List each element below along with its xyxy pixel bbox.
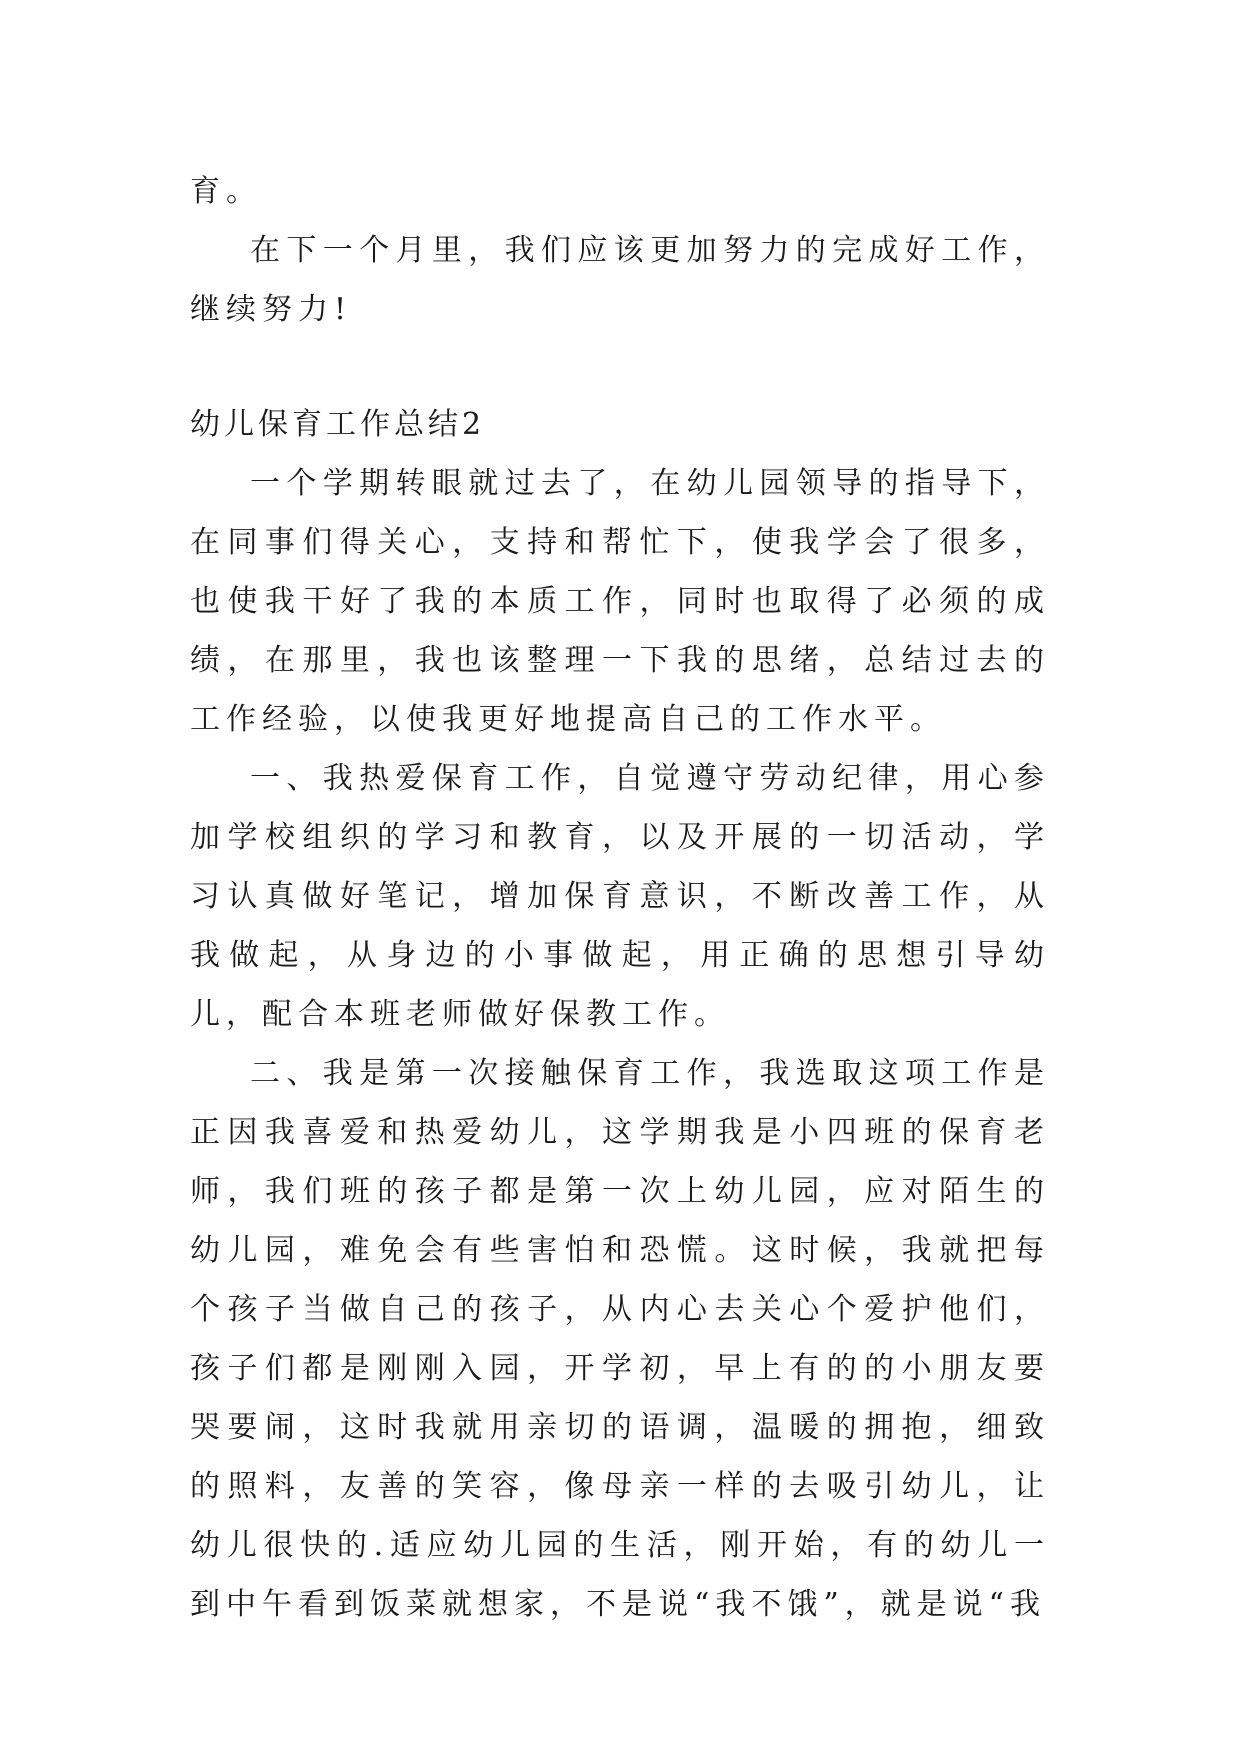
- paragraph-point-one: 一、我热爱保育工作，自觉遵守劳动纪律，用心参加学校组织的学习和教育，以及开展的一切活动，学习认真做好笔记，增加保育意识，不断改善工作，从我做起，从身边的小事做起，用正确的思想引导幼儿，配合本班老师做好保教工作。: [190, 761, 1050, 1032]
- section-gap: [190, 339, 1050, 395]
- section-heading: 幼儿保育工作总结2: [190, 407, 486, 442]
- paragraph-point-two: 二、我是第一次接触保育工作，我选取这项工作是正因我喜爱和热爱幼儿，这学期我是小四班的保育老师，我们班的孩子都是第一次上幼儿园，应对陌生的幼儿园，难免会有些害怕和恐慌。这时候，我就把每个孩子当做自己的孩子，从内心去关心个爱护他们，孩子们都是刚刚入园，开学初，早上有的的小朋友要哭要闹，这时我就用亲切的语调，温暖的拥抱，细致的照料，友善的笑容，像母亲一样的去吸引幼儿，让幼儿很快的.适应幼儿园的生活，刚开始，有的幼儿一到中午看到饭菜就想家，不是说“我不饿”，就是说“我: [190, 1056, 1050, 1622]
- paragraph-intro: 一个学期转眼就过去了，在幼儿园领导的指导下，在同事们得关心，支持和帮忙下，使我学会了很多，也使我干好了我的本质工作，同时也取得了必须的成绩，在那里，我也该整理一下我的思绪，总结过去的工作经验，以使我更好地提高自己的工作水平。: [190, 466, 1050, 737]
- paragraph-continuation: 育。: [190, 174, 262, 209]
- document-body: [190, 162, 1050, 1634]
- paragraph-next-month: 在下一个月里，我们应该更加努力的完成好工作，继续努力!: [190, 233, 1050, 327]
